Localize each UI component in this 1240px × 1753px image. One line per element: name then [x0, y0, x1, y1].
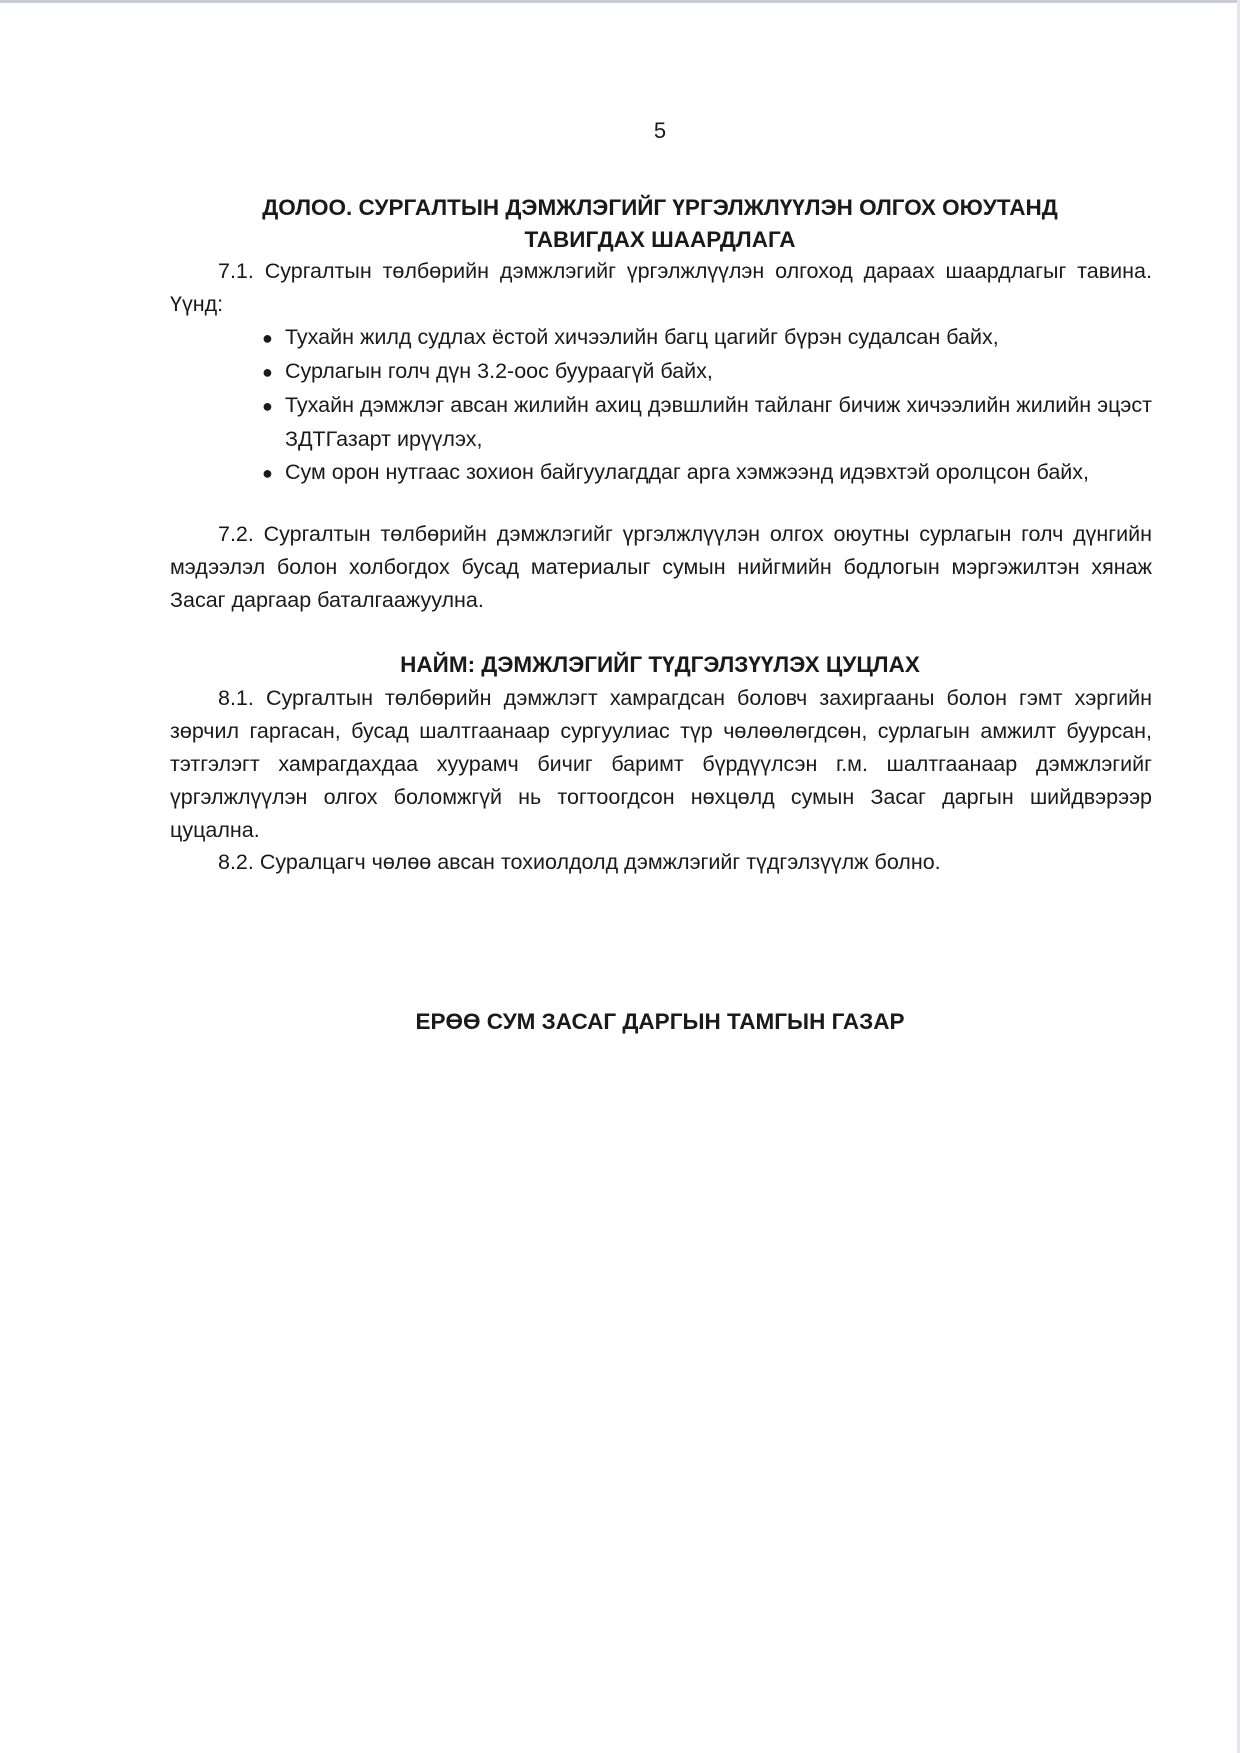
bullet-icon: ● — [262, 463, 273, 483]
paragraph-8-2: 8.2. Суралцагч чөлөө авсан тохиолдолд дэмжлэгийг түдгэлзүүлж болно. — [218, 850, 941, 874]
bullet-icon: ● — [262, 396, 273, 416]
list-item-text: Сум орон нутгаас зохион байгуулагддаг арга хэмжээнд идэвхтэй оролцсон байх, — [285, 460, 1090, 484]
list-item-text: Тухайн жилд судлах ёстой хичээлийн багц цагийг бүрэн судалсан байх, — [285, 325, 999, 349]
list-item — [262, 321, 1152, 355]
section-7-heading-line-2: ТАВИГДАХ ШААРДЛАГА — [524, 227, 796, 252]
issuing-office: ЕРӨӨ СУМ ЗАСАГ ДАРГЫН ТАМГЫН ГАЗАР — [415, 1009, 905, 1034]
scan-edge-top — [0, 0, 1240, 3]
list-item — [262, 389, 1152, 456]
page-number: 5 — [653, 118, 667, 143]
bullet-icon: ● — [262, 328, 273, 348]
list-item-text: Тухайн дэмжлэг авсан жилийн ахиц дэвшлийн тайланг бичиж хичээлийн жилийн эцэст ЗДТГазарт ирүүлэх, — [285, 393, 1152, 451]
requirements-list — [262, 321, 1152, 490]
paragraph-7-2: 7.2. Сургалтын төлбөрийн дэмжлэгийг үргэлжлүүлэн олгох оюутны сурлагын голч дүнгийн мэдээлэл болон холбогдох бусад материалыг сумын нийгмийн бодлогын мэргэжилтэн хянаж Засаг даргаар баталгаажуулна. — [170, 522, 1152, 612]
list-item — [262, 456, 1152, 490]
paragraph-8-1: 8.1. Сургалтын төлбөрийн дэмжлэгт хамрагдсан боловч захиргааны болон гэмт хэргийн зөрчил гаргасан, бусад шалтгаанаар сургуулиас түр чөлөөлөгдсөн, сурлагын амжилт буурсан, тэтгэлэгт хамрагдахдаа хуурамч бичиг баримт бүрдүүлсэн г.м. шалтгаанаар дэмжлэгийг үргэлжлүүлэн олгох боломжгүй нь тогтоогдсон нөхцөлд сумын Засаг даргын шийдвэрээр цуцална. — [170, 686, 1152, 842]
section-7-heading — [0, 192, 1240, 256]
paragraph-7-1: 7.1. Сургалтын төлбөрийн дэмжлэгийг үргэлжлүүлэн олгоход дараах шаардлагыг тавина. Үүнд: — [170, 259, 1152, 316]
bullet-icon: ● — [262, 362, 273, 382]
section-7-heading-line-1: ДОЛОО. СУРГАЛТЫН ДЭМЖЛЭГИЙГ ҮРГЭЛЖЛҮҮЛЭН ОЛГОХ ОЮУТАНД — [262, 195, 1058, 220]
list-item-text: Сурлагын голч дүн 3.2-оос буураагүй байх, — [285, 359, 713, 383]
list-item — [262, 355, 1152, 389]
section-8-heading: НАЙМ: ДЭМЖЛЭГИЙГ ТҮДГЭЛЗҮҮЛЭХ ЦУЦЛАХ — [400, 652, 920, 677]
